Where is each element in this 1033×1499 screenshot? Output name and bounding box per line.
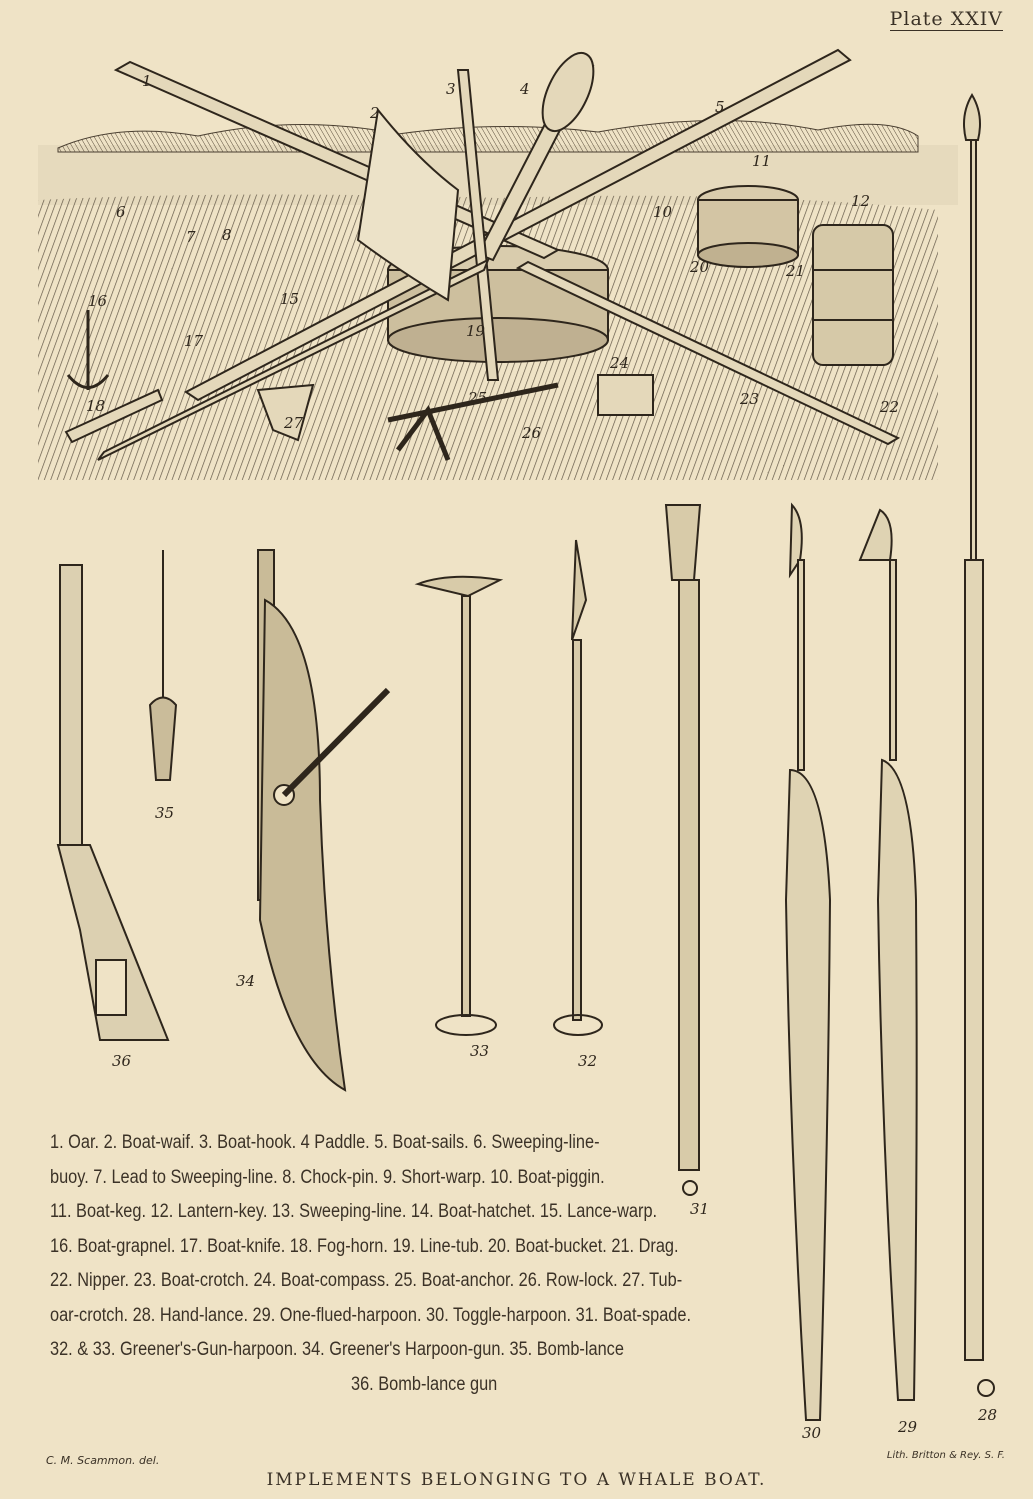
scene-label-4: 4 bbox=[520, 80, 530, 98]
scene-label-24: 24 bbox=[610, 354, 630, 372]
scene-label-25: 25 bbox=[468, 389, 488, 407]
scene-label-19: 19 bbox=[466, 322, 486, 340]
scene-label-5: 5 bbox=[715, 98, 725, 116]
scene-label-20: 20 bbox=[690, 258, 710, 276]
scene-label-18: 18 bbox=[86, 397, 106, 415]
artist-credit: C. M. Scammon. del. bbox=[46, 1454, 160, 1467]
scene-label-8: 8 bbox=[222, 226, 232, 244]
greeners-gun-harpoon-33-drawing bbox=[418, 577, 500, 1035]
figure-label-31: 31 bbox=[690, 1200, 710, 1218]
toggle-harpoon-drawing bbox=[786, 505, 830, 1420]
scene-label-17: 17 bbox=[184, 332, 204, 350]
legend-line: oar-crotch. 28. Hand-lance. 29. One-flued-harpoon. 30. Toggle-harpoon. 31. Boat-spade. bbox=[50, 1304, 692, 1326]
legend-line: buoy. 7. Lead to Sweeping-line. 8. Chock-pin. 9. Short-warp. 10. Boat-piggin. bbox=[50, 1166, 605, 1188]
figure-label-35: 35 bbox=[155, 804, 175, 822]
legend-line: 36. Bomb-lance gun bbox=[351, 1373, 498, 1395]
greeners-gun-harpoon-32-drawing bbox=[554, 540, 602, 1035]
scene-label-21: 21 bbox=[786, 262, 806, 280]
scene-label-7: 7 bbox=[186, 228, 196, 246]
scene-label-1: 1 bbox=[142, 72, 152, 90]
scene-label-2: 2 bbox=[370, 104, 380, 122]
scene-label-16: 16 bbox=[88, 292, 108, 310]
figure-label-30: 30 bbox=[802, 1424, 822, 1442]
scene-label-6: 6 bbox=[116, 203, 126, 221]
legend-line: 11. Boat-keg. 12. Lantern-key. 13. Sweeping-line. 14. Boat-hatchet. 15. Lance-warp. bbox=[50, 1201, 658, 1222]
figure-label-34: 34 bbox=[236, 972, 256, 990]
plate-caption: IMPLEMENTS BELONGING TO A WHALE BOAT. bbox=[266, 1470, 767, 1490]
boat-spade-drawing bbox=[666, 505, 700, 1195]
legend-line: 16. Boat-grapnel. 17. Boat-knife. 18. Fog-horn. 19. Line-tub. 20. Boat-bucket. 21. Drag. bbox=[50, 1235, 679, 1257]
plate-number: Plate XXIV bbox=[889, 8, 1003, 30]
scene-label-26: 26 bbox=[522, 424, 542, 442]
scene-label-3: 3 bbox=[446, 80, 456, 98]
figure-label-33: 33 bbox=[470, 1042, 490, 1060]
scene-label-11: 11 bbox=[752, 152, 772, 170]
scene-label-10: 10 bbox=[653, 203, 673, 221]
hand-lance-drawing bbox=[964, 95, 994, 1396]
scene-label-27: 27 bbox=[284, 414, 304, 432]
scene-label-15: 15 bbox=[280, 290, 300, 308]
legend-line: 32. & 33. Greener's-Gun-harpoon. 34. Greener's Harpoon-gun. 35. Bomb-lance bbox=[50, 1339, 624, 1360]
scene-label-12: 12 bbox=[851, 192, 871, 210]
figure-label-29: 29 bbox=[898, 1418, 918, 1436]
legend-line: 22. Nipper. 23. Boat-crotch. 24. Boat-compass. 25. Boat-anchor. 26. Row-lock. 27. Tub- bbox=[50, 1270, 683, 1291]
one-flued-harpoon-drawing bbox=[860, 510, 917, 1400]
figure-label-28: 28 bbox=[978, 1406, 998, 1424]
figure-label-32: 32 bbox=[578, 1052, 598, 1070]
lithographer-credit: Lith. Britton & Rey. S. F. bbox=[886, 1450, 1005, 1461]
scene-label-23: 23 bbox=[740, 390, 760, 408]
scene-label-22: 22 bbox=[880, 398, 900, 416]
bomb-lance-drawing bbox=[150, 550, 176, 780]
legend-line: 1. Oar. 2. Boat-waif. 3. Boat-hook. 4 Paddle. 5. Boat-sails. 6. Sweeping-line- bbox=[50, 1132, 600, 1153]
greeners-harpoon-gun-drawing bbox=[258, 550, 388, 1090]
figure-label-36: 36 bbox=[112, 1052, 132, 1070]
bomb-lance-gun-drawing bbox=[58, 565, 168, 1040]
figure-legend bbox=[50, 1126, 692, 1402]
